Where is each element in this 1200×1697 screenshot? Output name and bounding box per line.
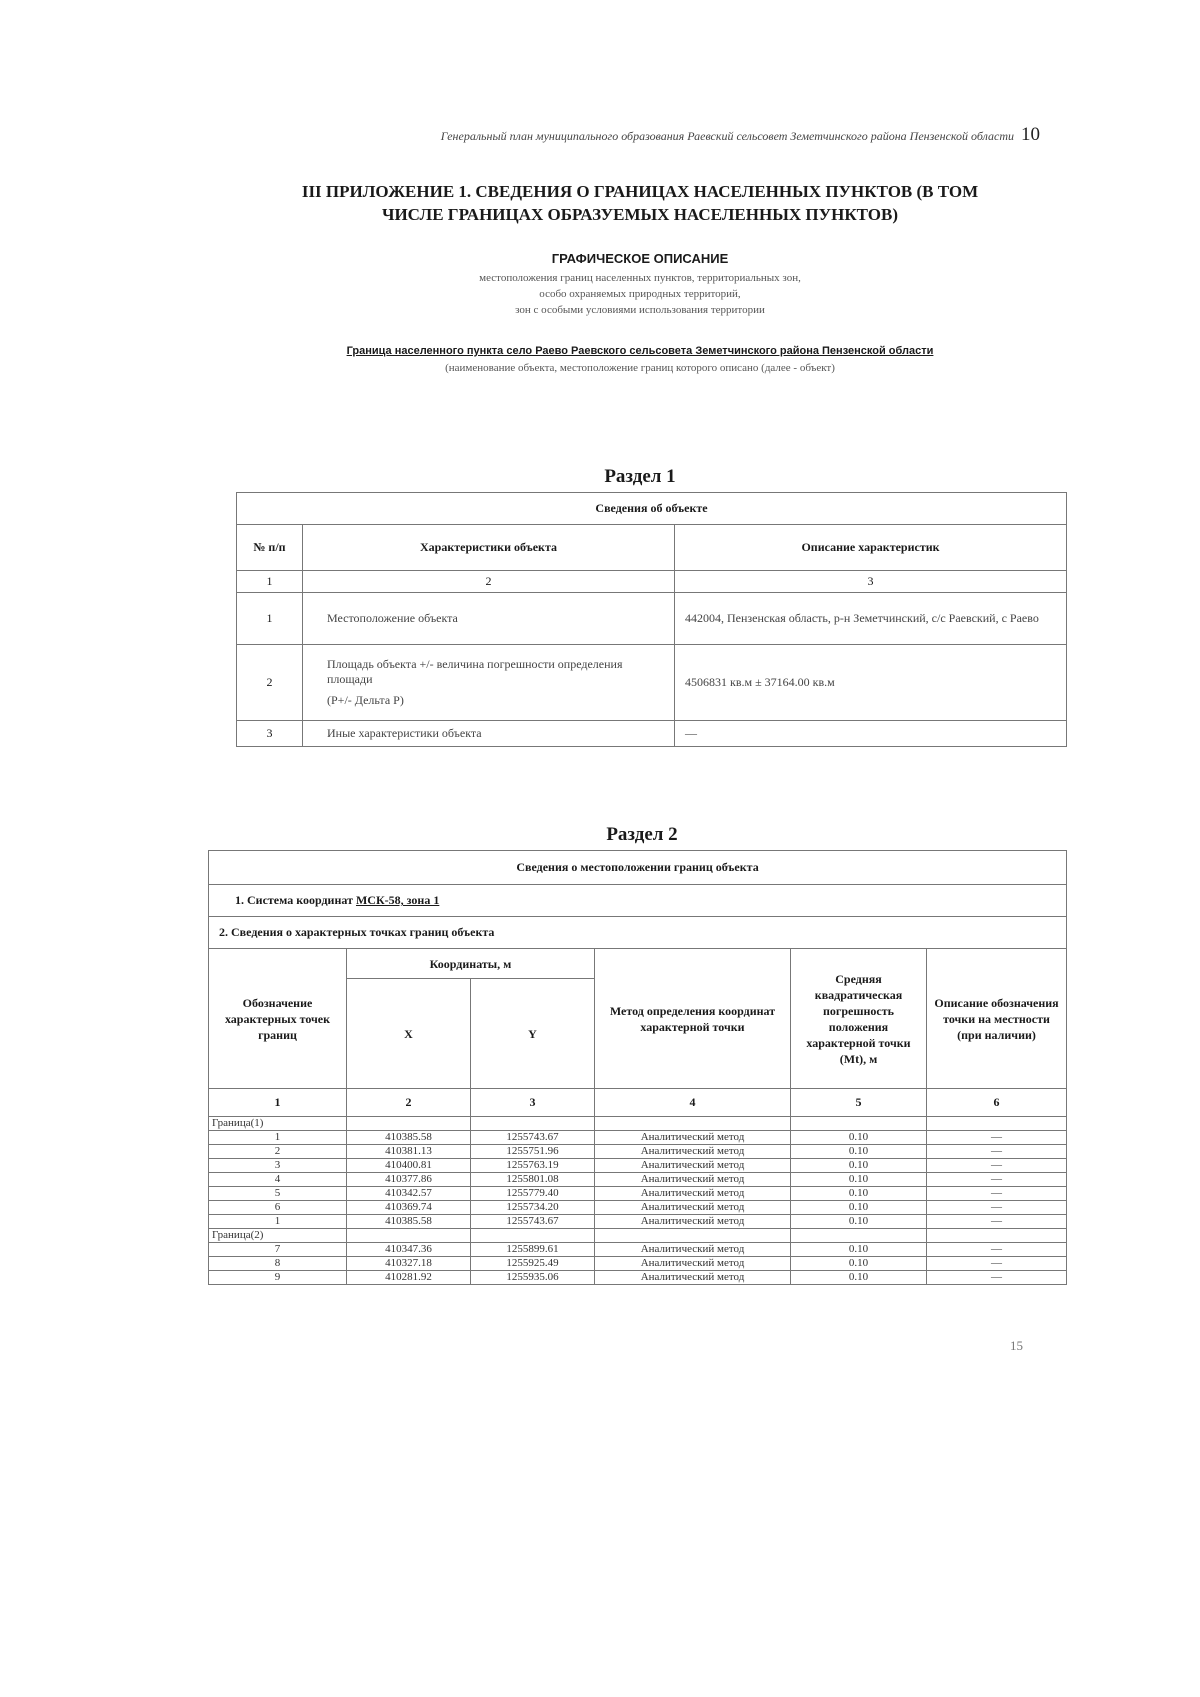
point-method: Аналитический метод <box>595 1187 791 1201</box>
header-method: Метод определения координат характерной точки <box>595 949 791 1089</box>
row-number: 3 <box>237 721 303 747</box>
section-1-title: Раздел 1 <box>604 466 676 487</box>
point-y: 1255899.61 <box>471 1243 595 1257</box>
point-x: 410385.58 <box>347 1215 471 1229</box>
group-empty-cell <box>595 1117 791 1131</box>
point-n: 7 <box>209 1243 347 1257</box>
point-method: Аналитический метод <box>595 1257 791 1271</box>
main-title-line-1: III ПРИЛОЖЕНИЕ 1. СВЕДЕНИЯ О ГРАНИЦАХ НАСЕЛЕННЫХ ПУНКТОВ (В ТОМ <box>301 182 979 201</box>
point-x: 410385.58 <box>347 1131 471 1145</box>
point-x: 410342.57 <box>347 1187 471 1201</box>
point-x: 410327.18 <box>347 1257 471 1271</box>
coordinate-system-label: 1. Система координат <box>235 893 356 907</box>
coordinate-system-name: МСК-58, зона 1 <box>355 893 440 907</box>
row-value: — <box>675 721 1067 747</box>
group-empty-cell <box>927 1229 1067 1243</box>
object-note: (наименование объекта, местоположение границ которого описано (далее - объект) <box>445 362 835 374</box>
column-number: 6 <box>927 1089 1067 1117</box>
row-name: Иные характеристики объекта <box>303 721 675 747</box>
point-desc: — <box>927 1201 1067 1215</box>
column-number: 1 <box>237 571 303 593</box>
header-number: № п/п <box>237 525 303 571</box>
points-title: 2. Сведения о характерных точках границ объекта <box>209 917 1067 949</box>
column-number: 2 <box>347 1089 471 1117</box>
point-n: 1 <box>209 1215 347 1229</box>
section-2-table-title: Сведения о местоположении границ объекта <box>209 851 1067 885</box>
graphic-sub-line-1: местоположения границ населенных пунктов, территориальных зон, <box>479 272 801 284</box>
point-n: 9 <box>209 1271 347 1285</box>
graphic-sub-line-3: зон с особыми условиями использования территории <box>515 304 765 316</box>
table-row <box>209 1271 1067 1285</box>
point-acc: 0.10 <box>791 1159 927 1173</box>
point-y: 1255743.67 <box>471 1215 595 1229</box>
point-n: 5 <box>209 1187 347 1201</box>
point-acc: 0.10 <box>791 1243 927 1257</box>
point-x: 410347.36 <box>347 1243 471 1257</box>
point-x: 410381.13 <box>347 1145 471 1159</box>
point-method: Аналитический метод <box>595 1159 791 1173</box>
header-characteristics: Характеристики объекта <box>303 525 675 571</box>
table-row <box>209 1145 1067 1159</box>
column-number: 4 <box>595 1089 791 1117</box>
point-desc: — <box>927 1243 1067 1257</box>
point-acc: 0.10 <box>791 1201 927 1215</box>
row-name: Местоположение объекта <box>303 593 675 645</box>
row-value: 4506831 кв.м ± 37164.00 кв.м <box>675 645 1067 721</box>
group-empty-cell <box>471 1117 595 1131</box>
point-method: Аналитический метод <box>595 1243 791 1257</box>
point-desc: — <box>927 1187 1067 1201</box>
point-y: 1255925.49 <box>471 1257 595 1271</box>
header-point-description: Описание обозначения точки на местности (при наличии) <box>927 949 1067 1089</box>
main-title-line-2: ЧИСЛЕ ГРАНИЦАХ ОБРАЗУЕМЫХ НАСЕЛЕННЫХ ПУНКТОВ) <box>381 205 899 224</box>
column-number: 1 <box>209 1089 347 1117</box>
point-n: 1 <box>209 1131 347 1145</box>
point-x: 410377.86 <box>347 1173 471 1187</box>
object-title: Граница населенного пункта село Раево Раевского сельсовета Земетчинского района Пензенской области <box>346 345 934 357</box>
table-row <box>237 721 1067 747</box>
section-2-title: Раздел 2 <box>606 824 678 845</box>
point-x: 410281.92 <box>347 1271 471 1285</box>
point-y: 1255763.19 <box>471 1159 595 1173</box>
point-n: 4 <box>209 1173 347 1187</box>
column-number: 5 <box>791 1089 927 1117</box>
point-y: 1255734.20 <box>471 1201 595 1215</box>
group-row <box>209 1117 1067 1131</box>
point-method: Аналитический метод <box>595 1201 791 1215</box>
row-value: 442004, Пензенская область, р-н Земетчинский, с/с Раевский, с Раево <box>675 593 1067 645</box>
point-method: Аналитический метод <box>595 1145 791 1159</box>
point-acc: 0.10 <box>791 1215 927 1229</box>
table-row <box>237 645 1067 721</box>
row-name-text: Площадь объекта +/- величина погрешности определения площади <box>327 657 623 686</box>
point-acc: 0.10 <box>791 1257 927 1271</box>
section-2-table <box>208 850 1067 1285</box>
group-empty-cell <box>791 1117 927 1131</box>
point-acc: 0.10 <box>791 1187 927 1201</box>
graphic-sub-line-2: особо охраняемых природных территорий, <box>539 288 741 300</box>
group-empty-cell <box>471 1229 595 1243</box>
table-row <box>209 1243 1067 1257</box>
group-row <box>209 1229 1067 1243</box>
point-acc: 0.10 <box>791 1271 927 1285</box>
group-empty-cell <box>347 1117 471 1131</box>
column-number: 3 <box>471 1089 595 1117</box>
point-y: 1255751.96 <box>471 1145 595 1159</box>
point-y: 1255801.08 <box>471 1173 595 1187</box>
point-y: 1255743.67 <box>471 1131 595 1145</box>
column-number: 2 <box>303 571 675 593</box>
graphic-description-subtitle <box>240 270 1040 318</box>
point-x: 410369.74 <box>347 1201 471 1215</box>
point-acc: 0.10 <box>791 1131 927 1145</box>
footer-page-number: 15 <box>1010 1338 1023 1353</box>
point-y: 1255779.40 <box>471 1187 595 1201</box>
point-x: 410400.81 <box>347 1159 471 1173</box>
point-y: 1255935.06 <box>471 1271 595 1285</box>
header-accuracy: Средняя квадратическая погрешность положения характерной точки (Мt), м <box>791 949 927 1089</box>
table-row <box>209 1215 1067 1229</box>
column-number: 3 <box>675 571 1067 593</box>
table-row <box>209 1257 1067 1271</box>
header-x: X <box>347 979 471 1089</box>
point-desc: — <box>927 1145 1067 1159</box>
header-designation: Обозначение характерных точек границ <box>209 949 347 1089</box>
table-row <box>209 1201 1067 1215</box>
page-header <box>240 124 1040 146</box>
header-y: Y <box>471 979 595 1089</box>
row-number: 2 <box>237 645 303 721</box>
row-number: 1 <box>237 593 303 645</box>
group-empty-cell <box>927 1117 1067 1131</box>
table-row <box>209 1159 1067 1173</box>
point-method: Аналитический метод <box>595 1131 791 1145</box>
group-label: Граница(1) <box>209 1117 347 1131</box>
point-desc: — <box>927 1159 1067 1173</box>
point-n: 8 <box>209 1257 347 1271</box>
section-1-table <box>236 492 1067 747</box>
table-row <box>209 1187 1067 1201</box>
point-desc: — <box>927 1215 1067 1229</box>
section-1-table-title: Сведения об объекте <box>237 493 1067 525</box>
point-desc: — <box>927 1257 1067 1271</box>
point-acc: 0.10 <box>791 1173 927 1187</box>
point-desc: — <box>927 1271 1067 1285</box>
header-coordinates: Координаты, м <box>347 949 595 979</box>
point-n: 2 <box>209 1145 347 1159</box>
main-title <box>240 180 1040 226</box>
row-name <box>303 645 675 721</box>
point-desc: — <box>927 1131 1067 1145</box>
point-method: Аналитический метод <box>595 1173 791 1187</box>
header-text: Генеральный план муниципального образования Раевский сельсовет Земетчинского района Пензенской области <box>440 129 1014 143</box>
header-description: Описание характеристик <box>675 525 1067 571</box>
table-row <box>237 593 1067 645</box>
header-page-number: 10 <box>1021 124 1040 145</box>
point-method: Аналитический метод <box>595 1271 791 1285</box>
table-row <box>209 1131 1067 1145</box>
group-label: Граница(2) <box>209 1229 347 1243</box>
group-empty-cell <box>347 1229 471 1243</box>
coordinate-system <box>209 885 1067 917</box>
point-method: Аналитический метод <box>595 1215 791 1229</box>
table-row <box>209 1173 1067 1187</box>
group-empty-cell <box>791 1229 927 1243</box>
graphic-description-title: ГРАФИЧЕСКОЕ ОПИСАНИЕ <box>551 251 729 266</box>
group-empty-cell <box>595 1229 791 1243</box>
point-n: 3 <box>209 1159 347 1173</box>
point-acc: 0.10 <box>791 1145 927 1159</box>
point-n: 6 <box>209 1201 347 1215</box>
row-name-extra: (Р+/- Дельта Р) <box>327 693 404 707</box>
point-desc: — <box>927 1173 1067 1187</box>
